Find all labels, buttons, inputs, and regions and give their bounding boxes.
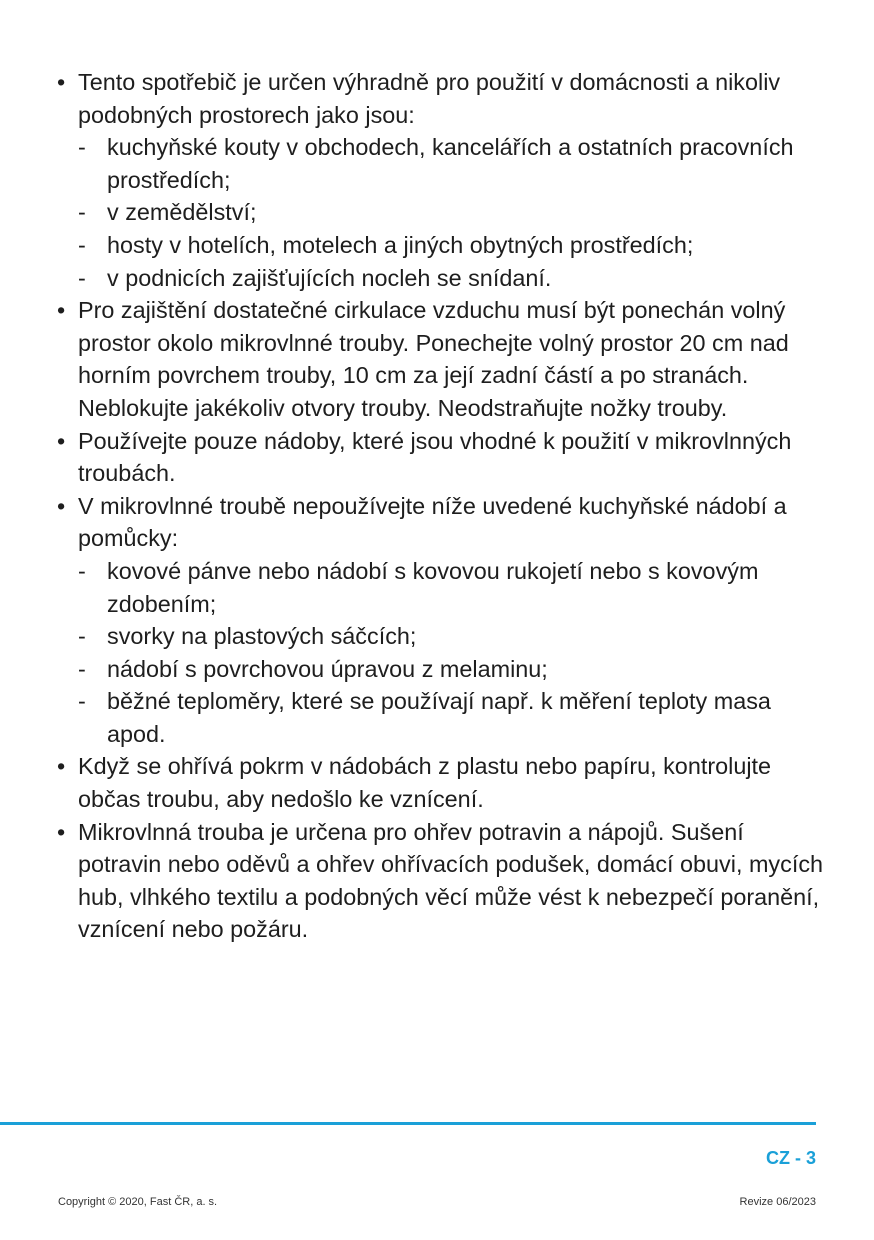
sub-list	[78, 131, 824, 294]
dash-marker: -	[78, 134, 86, 161]
bullet-marker: •	[57, 69, 66, 95]
bullet-item	[54, 750, 824, 815]
bullet-item	[54, 490, 824, 751]
sub-item-text: kuchyňské kouty v obchodech, kancelářích a ostatních pracovních prostředích;	[107, 134, 794, 193]
bullet-text: Když se ohřívá pokrm v nádobách z plastu nebo papíru, kontrolujte občas troubu, aby nedošlo ke vznícení.	[78, 753, 772, 813]
bullet-item	[54, 66, 824, 294]
dash-marker: -	[78, 623, 86, 650]
sub-list	[78, 555, 824, 751]
sub-item	[78, 131, 824, 196]
page-number: CZ - 3	[765, 1148, 816, 1168]
sub-item	[78, 620, 824, 653]
bullet-item	[54, 294, 824, 424]
dash-marker: -	[78, 264, 86, 291]
bullet-text: Mikrovlnná trouba je určena pro ohřev potravin a nápojů. Sušení potravin nebo oděvů a ohřev ohřívacích podušek, domácí obuvi, mycích hub, vlhkého textilu a podobných věcí může vést k nebezpečí poranění, vznícení nebo požáru.	[78, 818, 824, 943]
sub-item-text: hosty v hotelích, motelech a jiných obytných prostředích;	[107, 231, 694, 258]
sub-item-text: svorky na plastových sáčcích;	[107, 623, 417, 650]
sub-item-text: nádobí s povrchovou úpravou z melaminu;	[107, 655, 548, 682]
sub-item	[78, 555, 824, 620]
bullet-marker: •	[57, 492, 66, 519]
bullet-text: V mikrovlnné troubě nepoužívejte níže uvedené kuchyňské nádobí a pomůcky:	[78, 492, 787, 552]
sub-item-text: běžné teploměry, které se používají např. k měření teploty masa apod.	[107, 688, 771, 747]
revision-label: Revize 06/2023	[739, 1196, 816, 1208]
dash-marker: -	[78, 557, 86, 584]
footer-divider	[0, 1122, 816, 1125]
sub-item	[78, 262, 824, 295]
bullet-marker: •	[57, 297, 66, 324]
safety-instructions-list	[54, 66, 824, 946]
bullet-marker: •	[57, 753, 66, 780]
sub-item	[78, 685, 824, 750]
bullet-marker: •	[57, 427, 66, 454]
sub-item	[78, 653, 824, 686]
bullet-text: Tento spotřebič je určen výhradně pro použití v domácnosti a nikoliv podobných prostorech jako jsou:	[78, 69, 781, 128]
bullet-item	[54, 425, 824, 490]
sub-item-text: v podnicích zajišťujících nocleh se snídaní.	[107, 264, 552, 291]
dash-marker: -	[78, 655, 86, 682]
bullet-item	[54, 816, 824, 946]
dash-marker: -	[78, 231, 86, 258]
sub-item-text: v zemědělství;	[107, 199, 257, 226]
sub-item	[78, 229, 824, 262]
dash-marker: -	[78, 199, 86, 226]
dash-marker: -	[78, 688, 86, 715]
copyright-notice: Copyright © 2020, Fast ČR, a. s.	[58, 1196, 218, 1208]
bullet-text: Používejte pouze nádoby, které jsou vhodné k použití v mikrovlnných troubách.	[78, 427, 792, 487]
sub-item-text: kovové pánve nebo nádobí s kovovou rukojetí nebo s kovovým zdobením;	[107, 557, 759, 617]
bullet-marker: •	[57, 818, 66, 845]
bullet-text: Pro zajištění dostatečné cirkulace vzduchu musí být ponechán volný prostor okolo mikrovlnné trouby. Ponechejte volný prostor 20 cm nad horním povrchem trouby, 10 cm za její zadní částí a po stranách. Neblokujte jakékoliv otvory trouby. Neodstraňujte nožky trouby.	[78, 297, 789, 421]
sub-item	[78, 196, 824, 229]
